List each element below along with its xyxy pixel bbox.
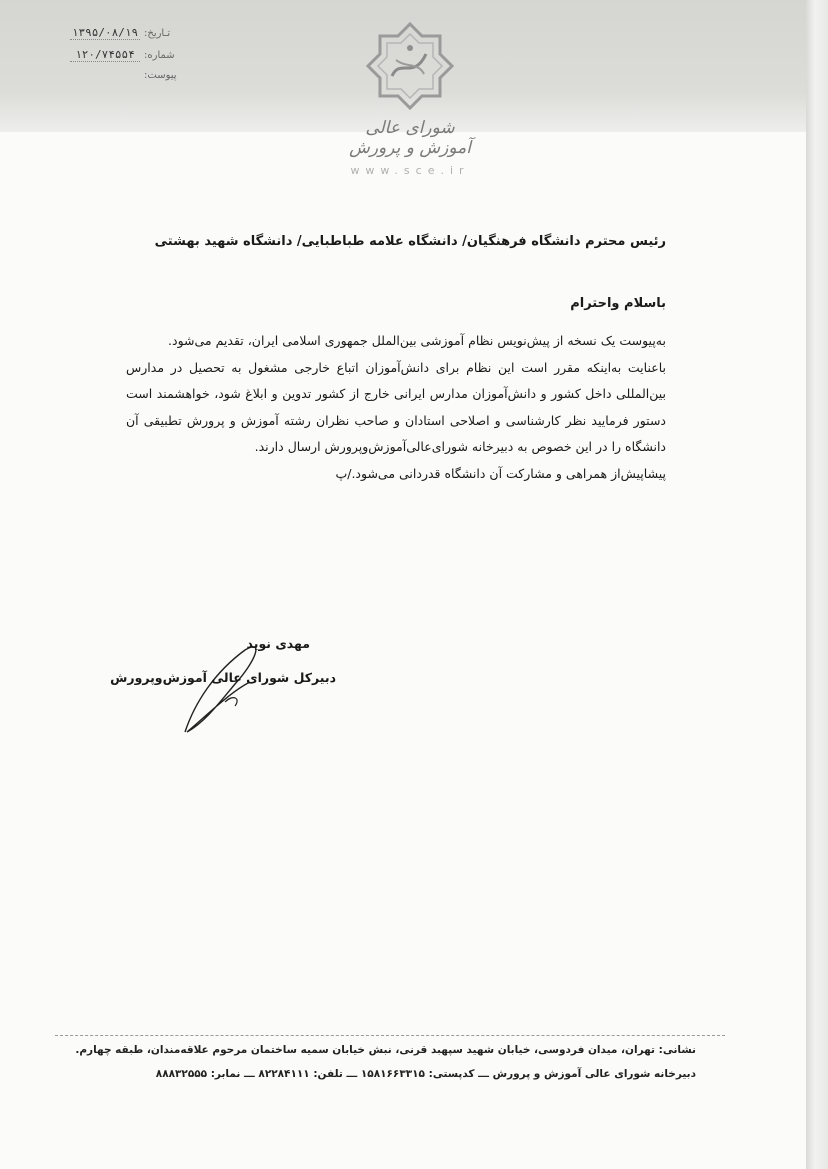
- footer-address: نشانی: تهران، میدان فردوسی، خیابان شهید سپهبد قرنی، نبش خیابان سمیه ساختمان مرحوم علاقه‌مندان، طبقه چهارم.: [75, 1044, 696, 1056]
- number-row: [70, 48, 220, 70]
- footer-divider: [55, 1035, 725, 1036]
- letter-body: [126, 328, 666, 487]
- date-value: ۱۳۹۵/۰۸/۱۹: [71, 26, 139, 39]
- signature-block: [110, 632, 350, 742]
- number-value: ۱۲۰/۷۴۵۵۴: [70, 48, 140, 62]
- number-label: شماره:: [144, 50, 175, 61]
- footer-contact: دبیرخانه شورای عالی آموزش و پرورش ـــ کدپستی: ۱۵۸۱۶۶۳۳۱۵ ـــ تلفن: ۸۲۲۸۴۱۱۱ ـــ نمابر: ۸۸۸۳۲۵۵۵: [155, 1068, 696, 1080]
- logo-text: شورای عالی آموزش و پرورش: [349, 118, 471, 158]
- body-paragraph: به‌پیوست یک نسخه از پیش‌نویس نظام آموزشی بین‌الملل جمهوری اسلامی ایران، تقدیم می‌شود.: [168, 333, 666, 348]
- signatory-name: مهدی نوید: [246, 636, 310, 651]
- date-label: تـاریخ:: [144, 28, 171, 39]
- website-url: www.sce.ir: [350, 164, 470, 177]
- attachment-label: پیوست:: [144, 70, 177, 81]
- attachment-row: [70, 70, 220, 92]
- body-paragraph: پیشاپیش‌از همراهی و مشارکت آن دانشگاه قدردانی می‌شود./پ: [335, 465, 666, 481]
- date-row: [70, 26, 220, 48]
- emblem-icon: [362, 18, 458, 114]
- body-paragraph: باعنایت به‌اینکه مقرر است این نظام برای دانش‌آموزان اتباع خارجی مشغول به تحصیل در مدارس بین‌المللی داخل کشور و دانش‌آموزان مدارس ایرانی خارج از کشور تدوین و ابلاغ شود، خواهشمند است دستور فرمایید نظر کارشناسی و اصلاحی استادان و صاحب نظران رشته آموزش و پرورش تطبیقی آن دانشگاه را در این خصوص به دبیرخانه شورای‌عالی‌آموزش‌وپرورش ارسال دارند.: [126, 359, 666, 454]
- council-logo: [340, 18, 480, 178]
- salutation: باسلام واحترام: [570, 296, 666, 311]
- recipient-line: رئیس محترم دانشگاه فرهنگیان/ دانشگاه علامه طباطبایی/ دانشگاه شهید بهشتی: [154, 234, 666, 249]
- letter-meta: [70, 26, 220, 92]
- scan-edge: [806, 0, 828, 1169]
- signatory-title: دبیرکل شورای عالی آموزش‌وپرورش: [110, 670, 336, 685]
